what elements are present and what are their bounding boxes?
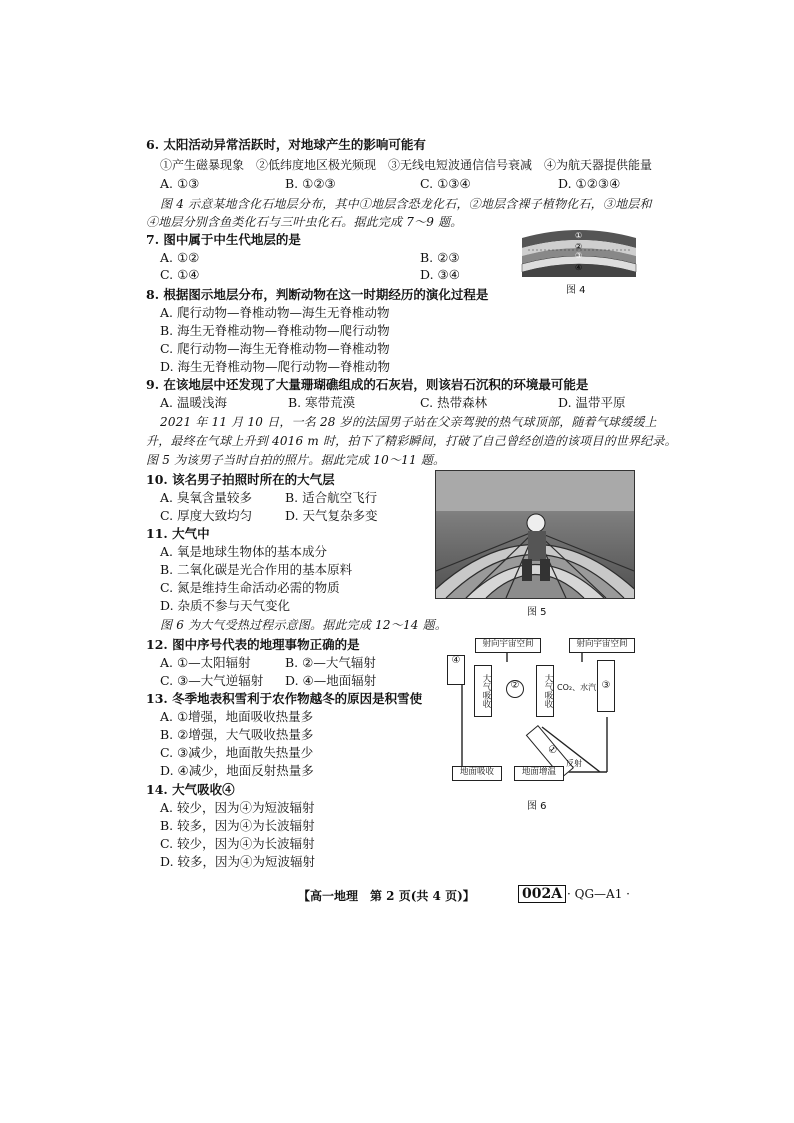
fig6-gas-label: CO₂、水汽	[557, 683, 597, 692]
q11-option-d: D. 杂质不参与天气变化	[160, 598, 291, 613]
material-10-11-line3: 图 5 为该男子当时自拍的照片。据此完成 10～11 题。	[146, 453, 446, 467]
q8-option-b: B. 海生无脊椎动物—脊椎动物—爬行动物	[160, 323, 390, 338]
q6-items: ①产生磁暴现象 ②低纬度地区极光频现 ③无线电短波通信信号衰减 ④为航天器提供能量	[160, 158, 653, 172]
q12-option-d: D. ④—地面辐射	[285, 673, 377, 688]
q12-option-a: A. ①—太阳辐射	[160, 655, 251, 670]
fig6-absorb-box-left: 大气吸收	[474, 665, 492, 717]
q14-option-d: D. 较多，因为④为短波辐射	[160, 854, 316, 869]
footer-page-info: 【高一地理 第 2 页(共 4 页)】	[298, 889, 475, 903]
fig6-label-3: ③	[597, 660, 615, 712]
q7-option-b: B. ②③	[420, 250, 460, 265]
q7-option-c: C. ①④	[160, 267, 200, 282]
figure-4-strata	[520, 228, 638, 278]
footer-code-badge: 002A	[518, 885, 566, 903]
q9-option-c: C. 热带森林	[420, 395, 488, 410]
q7-option-a: A. ①②	[160, 250, 200, 265]
figure-5-photo	[435, 470, 635, 599]
q6-option-a: A. ①③	[160, 176, 200, 191]
fig6-label-1: ①	[526, 725, 574, 778]
q8-option-c: C. 爬行动物—海生无脊椎动物—脊椎动物	[160, 341, 390, 356]
q10-stem: 10. 该名男子拍照时所在的大气层	[146, 472, 335, 487]
q12-stem: 12. 图中序号代表的地理事物正确的是	[146, 637, 360, 652]
q10-option-a: A. 臭氧含量较多	[160, 490, 252, 505]
q11-option-b: B. 二氧化碳是光合作用的基本原料	[160, 562, 353, 577]
material-10-11-line2: 升，最终在气球上升到 4016 m 时，拍下了精彩瞬间，打破了自己曾经创造的该项目的世界纪录。	[146, 434, 677, 448]
figure-6-caption: 图 6	[527, 801, 547, 812]
q14-option-b: B. 较多，因为④为长波辐射	[160, 818, 315, 833]
fig6-label-2: ②	[506, 680, 524, 698]
q11-option-a: A. 氧是地球生物体的基本成分	[160, 544, 327, 559]
q12-option-b: B. ②—大气辐射	[285, 655, 376, 670]
fig4-label-2: ②	[575, 242, 583, 251]
q8-option-a: A. 爬行动物—脊椎动物—海生无脊椎动物	[160, 305, 390, 320]
figure-5-caption: 图 5	[527, 607, 547, 618]
fig6-absorb-box-right: 大气吸收	[536, 665, 554, 717]
q8-stem: 8. 根据图示地层分布，判断动物在这一时期经历的演化过程是	[146, 287, 489, 302]
fig6-ground-absorb-box: 地面吸收	[452, 766, 502, 781]
q13-option-c: C. ③减少，地面散失热量少	[160, 745, 314, 760]
q6-option-d: D. ①②③④	[558, 176, 621, 191]
fig4-label-4: ④	[575, 263, 583, 272]
q14-stem: 14. 大气吸收④	[146, 782, 235, 797]
q8-option-d: D. 海生无脊椎动物—爬行动物—脊椎动物	[160, 359, 391, 374]
q12-option-c: C. ③—大气逆辐射	[160, 673, 264, 688]
fig6-ground-heat-box: 地面增温	[514, 766, 564, 781]
fig6-reflect-label: 反射	[566, 759, 582, 768]
q13-stem: 13. 冬季地表积雪利于农作物越冬的原因是积雪使	[146, 691, 423, 706]
q9-option-d: D. 温带平原	[558, 395, 626, 410]
q13-option-d: D. ④减少，地面反射热量多	[160, 763, 314, 778]
material-7-9-line2: ④地层分别含鱼类化石与三叶虫化石。据此完成 7～9 题。	[146, 215, 463, 229]
material-7-9-line1: 图 4 示意某地含化石地层分布，其中①地层含恐龙化石，②地层含裸子植物化石，③地层和	[160, 197, 652, 211]
q11-stem: 11. 大气中	[146, 526, 210, 541]
fig6-space-box-left: 射向宇宙空间	[475, 638, 541, 653]
material-10-11-line1: 2021 年 11 月 10 日，一名 28 岁的法国男子站在父亲驾驶的热气球顶部，随着气球缓缓上	[160, 415, 657, 429]
fig6-space-box-right: 射向宇宙空间	[569, 638, 635, 653]
q7-stem: 7. 图中属于中生代地层的是	[146, 232, 301, 247]
q13-option-a: A. ①增强，地面吸收热量多	[160, 709, 314, 724]
fig4-label-3: ③	[575, 251, 583, 260]
q6-option-b: B. ①②③	[285, 176, 336, 191]
q10-option-d: D. 天气复杂多变	[285, 508, 378, 523]
fig6-label-4: ④	[447, 655, 465, 685]
q14-option-c: C. 较少，因为④为长波辐射	[160, 836, 315, 851]
q9-option-b: B. 寒带荒漠	[288, 395, 356, 410]
q10-option-b: B. 适合航空飞行	[285, 490, 378, 505]
material-12-14: 图 6 为大气受热过程示意图。据此完成 12～14 题。	[160, 618, 448, 632]
q6-stem: 6. 太阳活动异常活跃时，对地球产生的影响可能有	[146, 137, 426, 152]
fig4-label-1: ①	[575, 231, 583, 240]
q6-option-c: C. ①③④	[420, 176, 471, 191]
hot-air-balloon-image	[436, 471, 634, 598]
q11-option-c: C. 氮是维持生命活动必需的物质	[160, 580, 340, 595]
footer-paper-code: · QG—A1 ·	[567, 887, 630, 901]
q9-stem: 9. 在该地层中还发现了大量珊瑚礁组成的石灰岩，则该岩石沉积的环境最可能是	[146, 377, 589, 392]
q10-option-c: C. 厚度大致均匀	[160, 508, 253, 523]
q14-option-a: A. 较少，因为④为短波辐射	[160, 800, 315, 815]
q9-option-a: A. 温暖浅海	[160, 395, 227, 410]
figure-4-caption: 图 4	[566, 285, 586, 296]
q13-option-b: B. ②增强，大气吸收热量多	[160, 727, 314, 742]
q7-option-d: D. ③④	[420, 267, 460, 282]
